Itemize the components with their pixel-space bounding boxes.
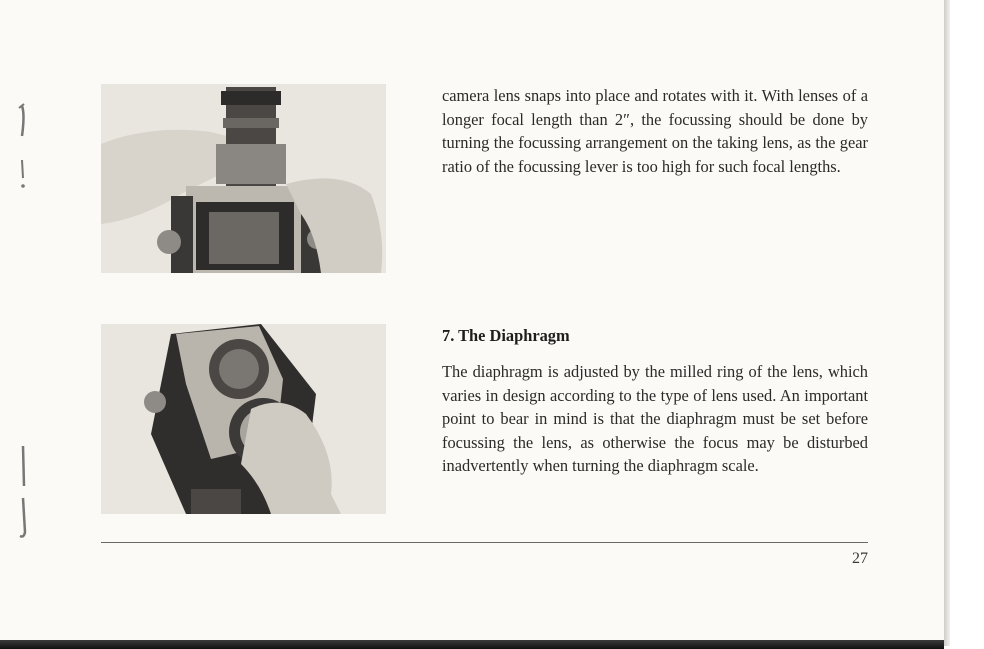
body-paragraph-focussing: [442, 84, 868, 178]
body-paragraph-diaphragm: [442, 360, 868, 478]
binding-marks-icon: [12, 100, 32, 200]
camera-focusing-photo-icon: [101, 84, 386, 273]
binding-marks-icon: [12, 440, 32, 540]
photo-diaphragm-camera: [101, 324, 386, 514]
page-edge-bottom: [0, 640, 944, 649]
photo-focusing-camera: [101, 84, 386, 273]
paragraph-text: camera lens snaps into place and rotates with it. With lenses of a longer focal length than 2″, the focussing should be done by turning the focussing arrangement on the taking lens, as the gear ratio of the focussing lever is too high for such focal lengths.: [442, 86, 868, 176]
section-heading: 7. The Diaphragm: [442, 326, 570, 345]
page-edge-right: [944, 0, 950, 646]
paragraph-text: The diaphragm is adjusted by the milled ring of the lens, which varies in design according to the type of lens used. An important point to bear in mind is that the diaphragm must be set before focussing the lens, as otherwise the focus may be disturbed inadvertently when turning the diaphragm scale.: [442, 362, 868, 475]
footer-rule: [101, 542, 868, 543]
camera-diaphragm-photo-icon: [101, 324, 386, 514]
page-number: 27: [852, 550, 868, 567]
